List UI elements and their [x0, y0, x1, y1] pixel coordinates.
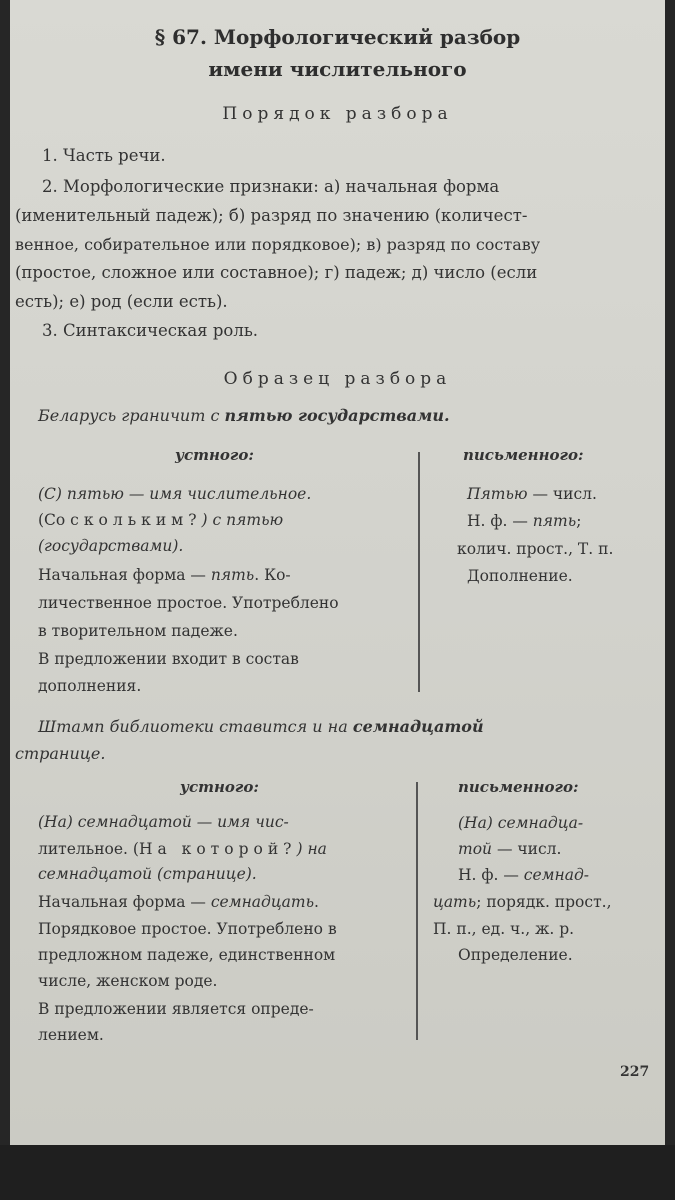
written-line: Н. ф. — пять;: [467, 512, 582, 530]
written-line: Н. ф. — семнад-: [458, 866, 590, 884]
column-divider: [418, 452, 420, 692]
order-item-2-cont: есть); е) род (если есть).: [15, 292, 228, 311]
oral-line: (государствами).: [38, 537, 184, 555]
book-page: [10, 0, 665, 1145]
written-column-heading: письменного:: [463, 446, 584, 464]
order-item-1: 1. Часть речи.: [42, 146, 166, 165]
written-line: той — числ.: [458, 840, 562, 858]
oral-line: числе, женском роде.: [38, 972, 218, 990]
written-line: цать; порядк. прост.,: [433, 893, 612, 911]
oral-line: (Со скольким?) с пятью: [38, 511, 284, 529]
page-number: 227: [620, 1064, 650, 1080]
written-line: Дополнение.: [467, 567, 573, 585]
order-item-2-cont: (простое, сложное или составное); г) падеж; д) число (если: [15, 263, 538, 282]
oral-line: лительное. (На которой?) на: [38, 840, 327, 858]
oral-line: дополнения.: [38, 677, 142, 695]
column-divider: [416, 782, 418, 1040]
oral-line: (С) пятью — имя числительное.: [38, 485, 312, 503]
oral-line: Порядковое простое. Употреблено в: [38, 920, 337, 938]
oral-line: семнадцатой (странице).: [38, 865, 257, 883]
section-title-line2: имени числительного: [208, 57, 467, 81]
written-line: колич. прост., Т. п.: [457, 540, 614, 558]
example-sentence-1: Беларусь граничит с пятью государствами.: [38, 406, 450, 425]
order-item-2-cont: (именительный падеж); б) разряд по значению (количест-: [15, 206, 528, 225]
written-line: Определение.: [458, 946, 573, 964]
oral-line: (На) семнадцатой — имя чис-: [38, 813, 289, 831]
written-line: Пятью — числ.: [467, 485, 597, 503]
section-title: § 67. Морфологический разбор: [154, 25, 521, 49]
sample-heading: Образец разбора: [223, 369, 452, 389]
order-item-2: 2. Морфологические признаки: а) начальная форма: [42, 177, 500, 196]
oral-column-heading: устного:: [180, 778, 259, 796]
written-line: П. п., ед. ч., ж. р.: [433, 920, 575, 938]
oral-line: Начальная форма — пять. Ко-: [38, 566, 291, 584]
written-column-heading: письменного:: [458, 778, 579, 796]
oral-line: Начальная форма — семнадцать.: [38, 893, 319, 911]
oral-line: В предложении входит в состав: [38, 650, 299, 668]
oral-line: лением.: [38, 1026, 104, 1044]
written-line: (На) семнадца-: [458, 814, 584, 832]
example-sentence-2-cont: странице.: [15, 744, 106, 763]
dark-background-edge: [0, 1145, 675, 1200]
example-sentence-2: Штамп библиотеки ставится и на семнадцатой: [38, 717, 484, 736]
oral-line: В предложении является опреде-: [38, 1000, 314, 1018]
order-item-2-cont: венное, собирательное или порядковое); в) разряд по составу: [15, 235, 541, 254]
oral-line: в творительном падеже.: [38, 622, 238, 640]
oral-line: личественное простое. Употреблено: [38, 594, 339, 612]
oral-line: предложном падеже, единственном: [38, 946, 336, 964]
order-item-3: 3. Синтаксическая роль.: [42, 321, 259, 340]
oral-column-heading: устного:: [175, 446, 254, 464]
order-heading: Порядок разбора: [222, 104, 453, 124]
